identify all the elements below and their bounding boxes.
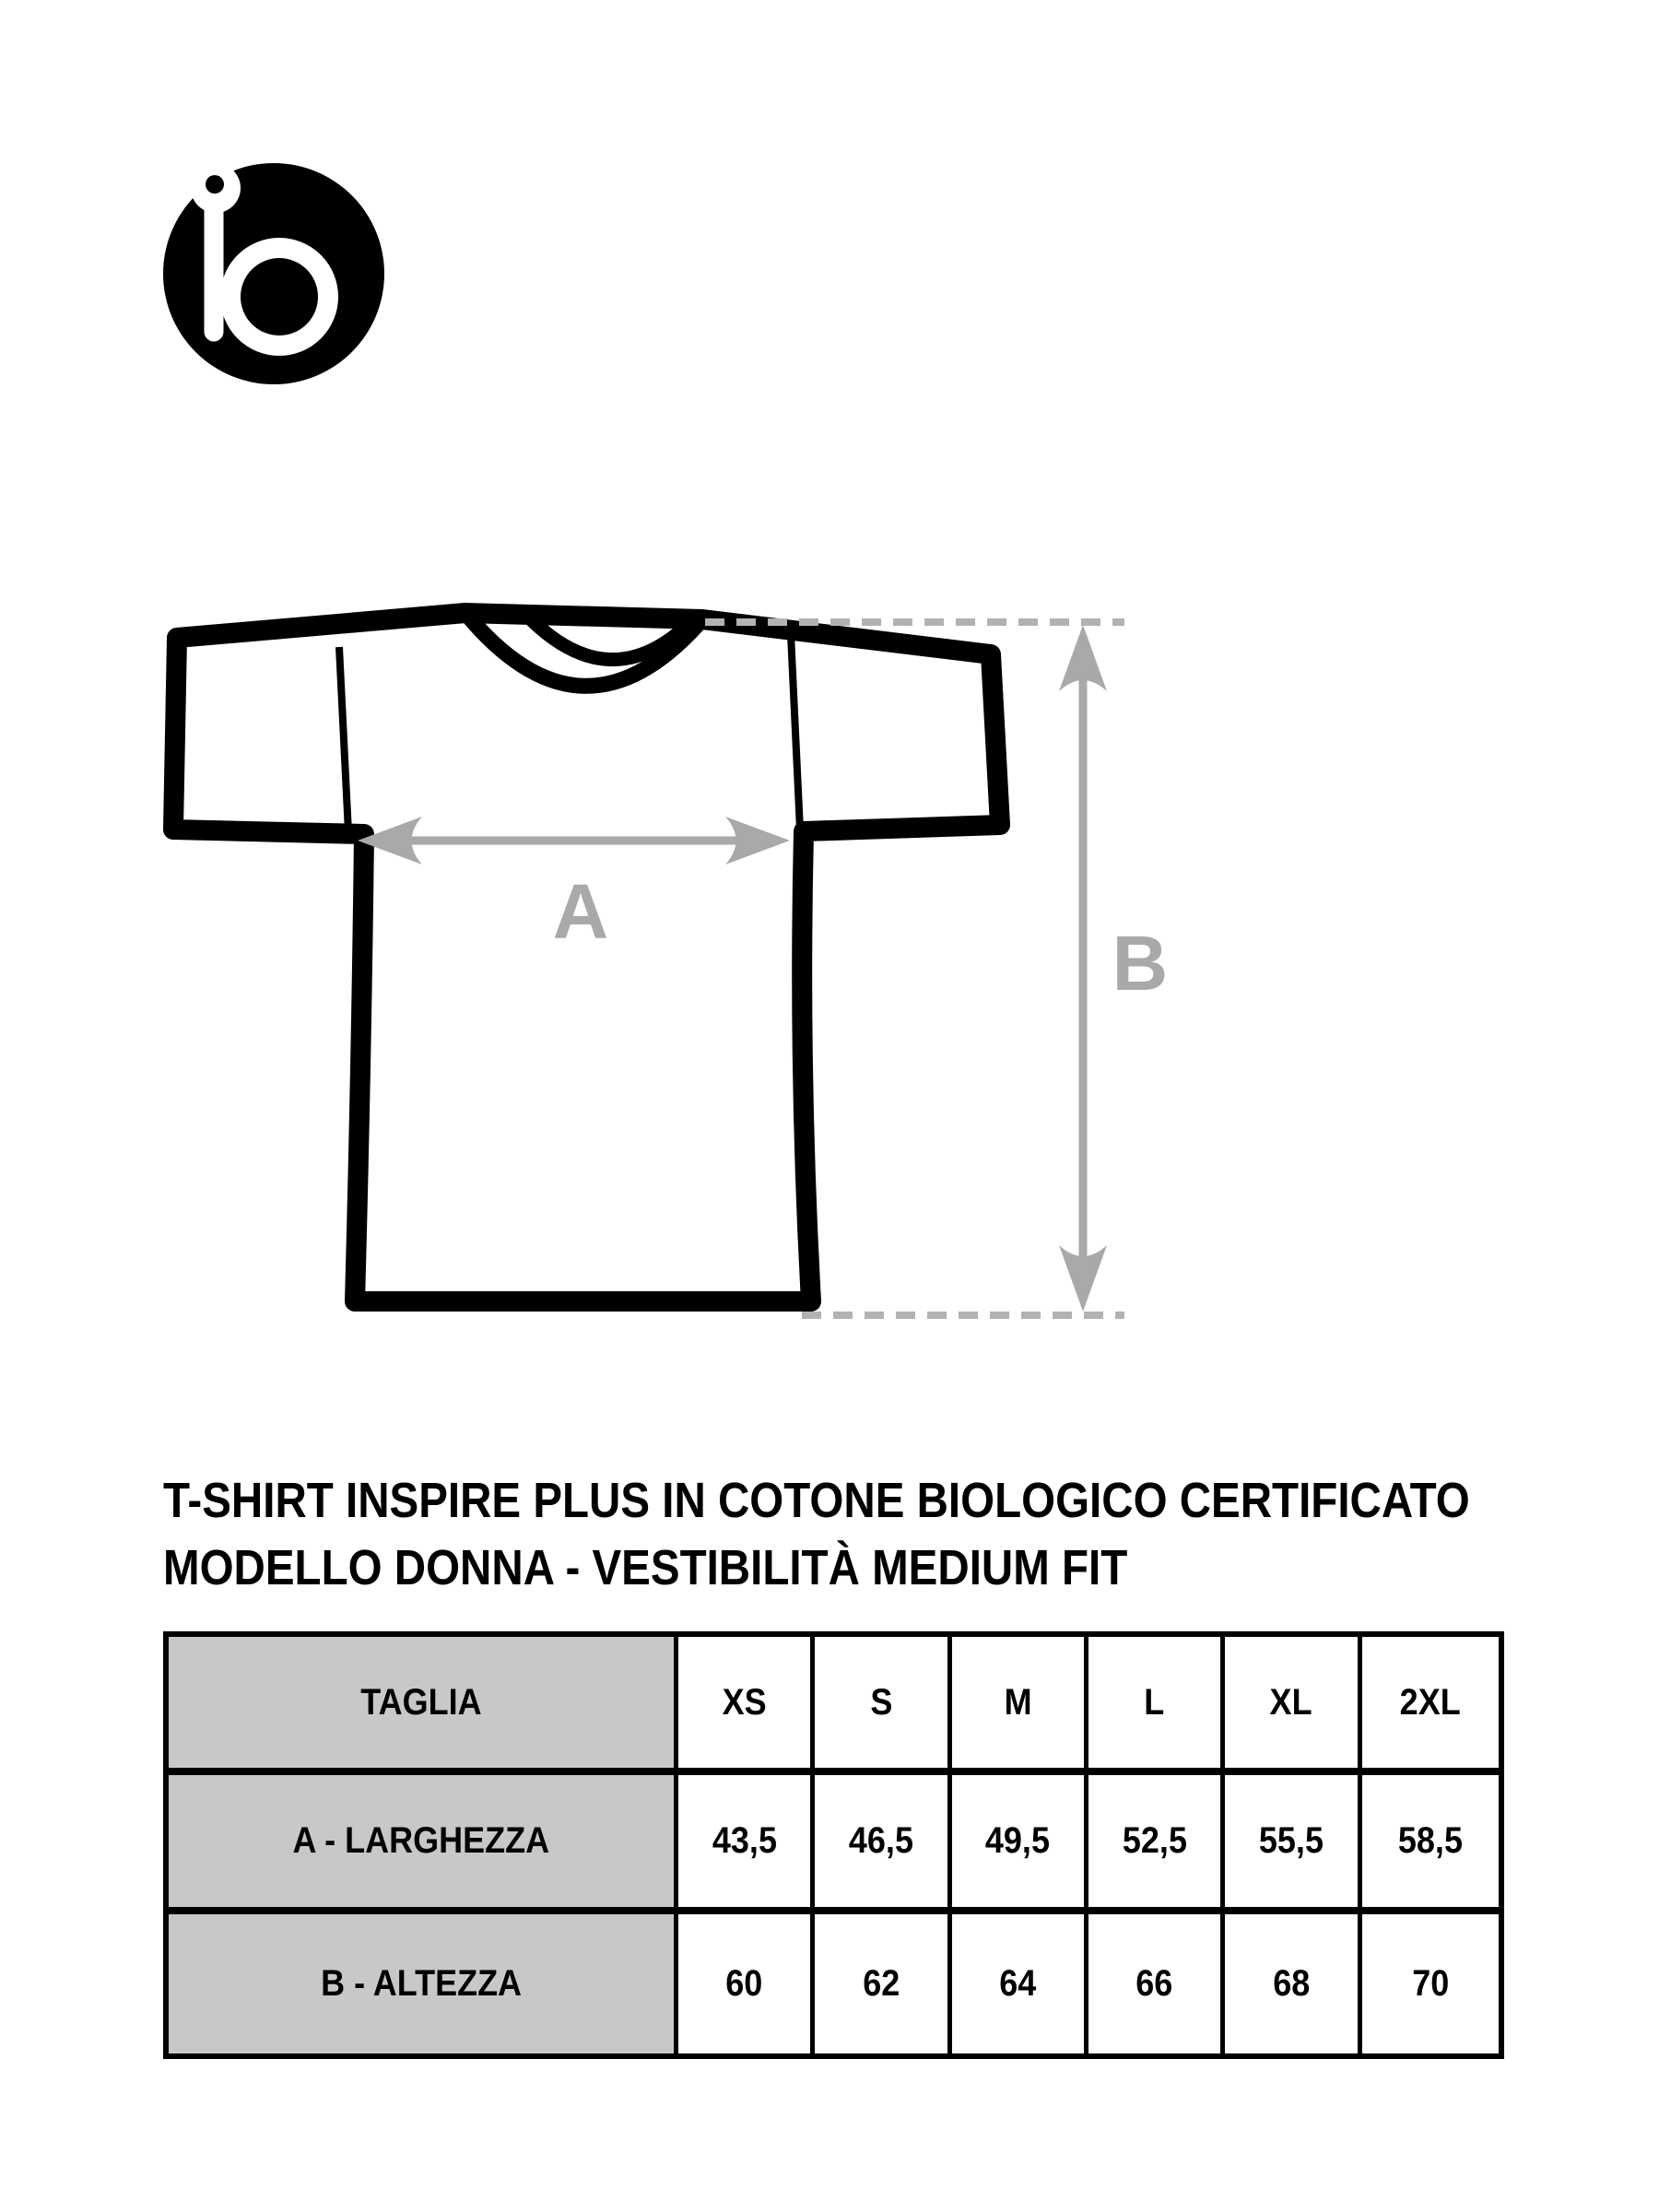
- cell-value: 49,5: [985, 1820, 1051, 1861]
- cell-value: 66: [1135, 1963, 1173, 2004]
- larghezza-m-cell: [952, 1775, 1088, 1914]
- larghezza-xs-cell: [678, 1775, 815, 1914]
- larghezza-s-cell: [815, 1775, 951, 1914]
- product-title-text-2: MODELLO DONNA - VESTIBILITÀ MEDIUM FIT: [163, 1540, 1128, 1595]
- larghezza-l-cell: [1088, 1775, 1225, 1914]
- cell-value: 55,5: [1258, 1820, 1324, 1861]
- size-col-header-2xl: [1362, 1637, 1499, 1775]
- cell-value: 46,5: [848, 1820, 914, 1861]
- product-title: [163, 1467, 1648, 1602]
- height-label: B: [1112, 920, 1169, 1006]
- cell-value: 58,5: [1397, 1820, 1463, 1861]
- width-label: A: [552, 868, 609, 955]
- cell-value: 64: [999, 1963, 1037, 2004]
- row-label-larghezza: [169, 1775, 678, 1914]
- cell-value: 60: [725, 1963, 763, 2004]
- altezza-s-cell: [815, 1914, 951, 2053]
- header-label: XS: [722, 1681, 767, 1723]
- size-table: [163, 1631, 1504, 2059]
- header-label: L: [1144, 1681, 1165, 1723]
- height-arrow: [1059, 625, 1107, 1312]
- altezza-2xl-cell: [1362, 1914, 1499, 2053]
- cell-value: 43,5: [712, 1820, 777, 1861]
- size-col-header-m: [952, 1637, 1088, 1775]
- product-title-line-1: [163, 1467, 1648, 1535]
- row-label-altezza: [169, 1914, 678, 2053]
- size-table-header-taglia: [169, 1637, 678, 1775]
- cell-value: 70: [1411, 1963, 1449, 2004]
- header-label: XL: [1269, 1681, 1312, 1723]
- cell-value: 68: [1272, 1963, 1311, 2004]
- altezza-xl-cell: [1225, 1914, 1361, 2053]
- altezza-xs-cell: [678, 1914, 815, 2053]
- size-col-header-s: [815, 1637, 951, 1775]
- product-title-line-2: [163, 1535, 1648, 1602]
- size-col-header-xl: [1225, 1637, 1361, 1775]
- altezza-m-cell: [952, 1914, 1088, 2053]
- brand-logo: [161, 161, 386, 386]
- header-label: 2XL: [1399, 1681, 1461, 1723]
- size-col-header-l: [1088, 1637, 1225, 1775]
- row-label-text: B - ALTEZZA: [321, 1963, 522, 2004]
- tshirt-measure-diagram: [92, 516, 1244, 1382]
- header-label: S: [869, 1681, 892, 1723]
- altezza-l-cell: [1088, 1914, 1225, 2053]
- header-label: TAGLIA: [360, 1681, 482, 1723]
- header-label: M: [1004, 1681, 1032, 1723]
- row-label-text: A - LARGHEZZA: [292, 1820, 550, 1861]
- tshirt-outline: [173, 613, 1000, 1301]
- size-col-header-xs: [678, 1637, 815, 1775]
- product-title-text-1: T-SHIRT INSPIRE PLUS IN COTONE BIOLOGICO CERTIFICATO: [163, 1473, 1470, 1528]
- larghezza-xl-cell: [1225, 1775, 1361, 1914]
- cell-value: 52,5: [1122, 1820, 1187, 1861]
- logo-dot-icon: [206, 175, 224, 194]
- larghezza-2xl-cell: [1362, 1775, 1499, 1914]
- cell-value: 62: [862, 1963, 900, 2004]
